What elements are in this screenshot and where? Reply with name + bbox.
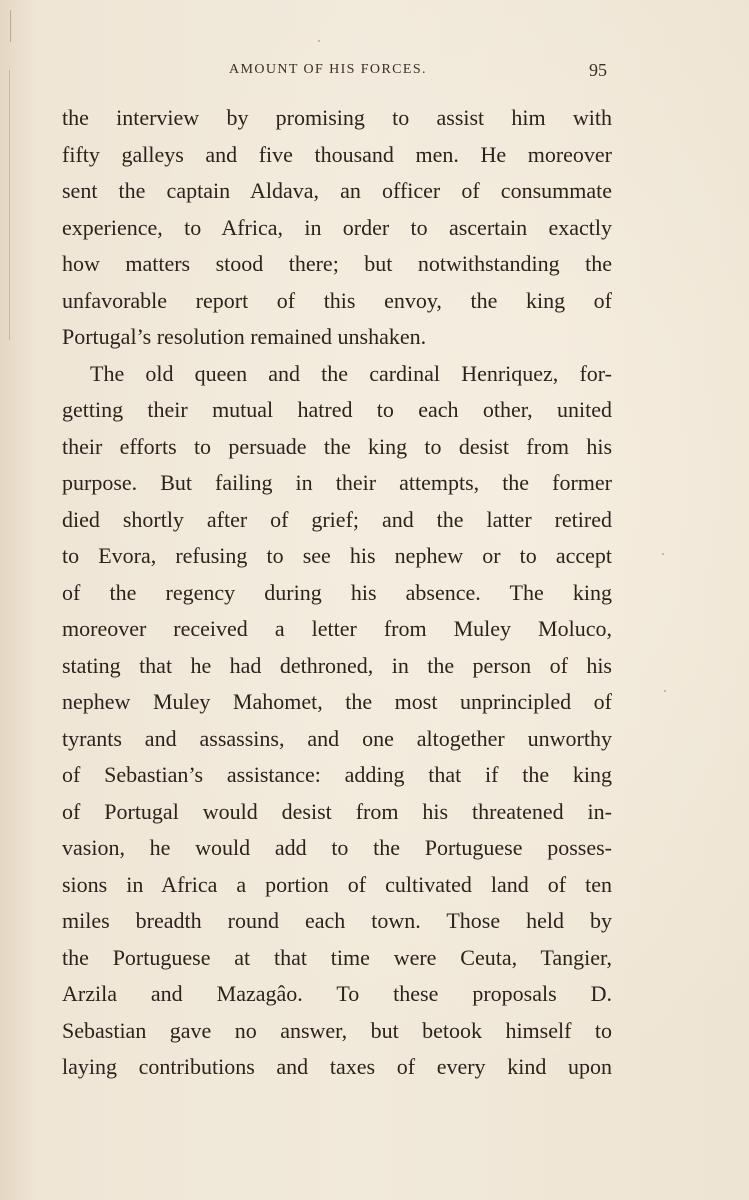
text-line: the Portuguese at that time were Ceuta, Tangier, — [62, 944, 612, 970]
paragraph-1 — [62, 100, 612, 356]
text-line: of Portugal would desist from his threatened in- — [62, 798, 612, 824]
text-line: how matters stood there; but notwithstanding the — [62, 251, 612, 276]
text-line: Portugal’s resolution remained unshaken. — [62, 324, 427, 349]
text-line: Sebastian gave no answer, but betook himself to — [62, 1017, 612, 1043]
text-line: unfavorable report of this envoy, the king of — [62, 287, 612, 313]
paper-speck — [662, 553, 664, 555]
text-line: The old queen and the cardinal Henriquez, for- — [90, 360, 612, 386]
text-line: miles breadth round each town. Those held by — [62, 908, 612, 933]
text-line: moreover received a letter from Muley Moluco, — [62, 616, 612, 641]
text-line: died shortly after of grief; and the latter retired — [62, 506, 612, 532]
binding-edge-mark — [10, 10, 11, 42]
text-line: the interview by promising to assist him with — [62, 105, 612, 130]
text-line: Arzila and Mazagâo. To these proposals D. — [62, 981, 612, 1006]
text-line: sions in Africa a portion of cultivated land of ten — [62, 871, 612, 897]
running-head-title: AMOUNT OF HIS FORCES. — [229, 62, 427, 77]
text-line: of the regency during his absence. The king — [62, 579, 612, 605]
paper-speck — [318, 40, 320, 42]
text-line: getting their mutual hatred to each other, united — [62, 397, 612, 422]
body-text — [62, 100, 612, 1086]
text-line: nephew Muley Mahomet, the most unprincipled of — [62, 689, 612, 714]
text-line: tyrants and assassins, and one altogether unworthy — [62, 725, 612, 751]
text-line: of Sebastian’s assistance: adding that if the king — [62, 762, 612, 787]
binding-edge-mark — [9, 70, 10, 340]
text-line: sent the captain Aldava, an officer of consummate — [62, 178, 612, 203]
paragraph-2 — [62, 356, 612, 1086]
text-line: stating that he had dethroned, in the person of his — [62, 652, 612, 678]
text-line: purpose. But failing in their attempts, the former — [62, 470, 612, 495]
text-line: their efforts to persuade the king to desist from his — [62, 433, 612, 459]
text-line: to Evora, refusing to see his nephew or to accept — [62, 543, 612, 568]
page-number: 95 — [589, 60, 607, 80]
running-head — [0, 60, 749, 84]
text-line: experience, to Africa, in order to ascertain exactly — [62, 214, 612, 240]
text-line: vasion, he would add to the Portuguese posses- — [62, 835, 612, 860]
text-line: fifty galleys and five thousand men. He moreover — [62, 141, 612, 167]
text-line: laying contributions and taxes of every kind upon — [62, 1054, 612, 1079]
paper-speck — [664, 690, 666, 692]
